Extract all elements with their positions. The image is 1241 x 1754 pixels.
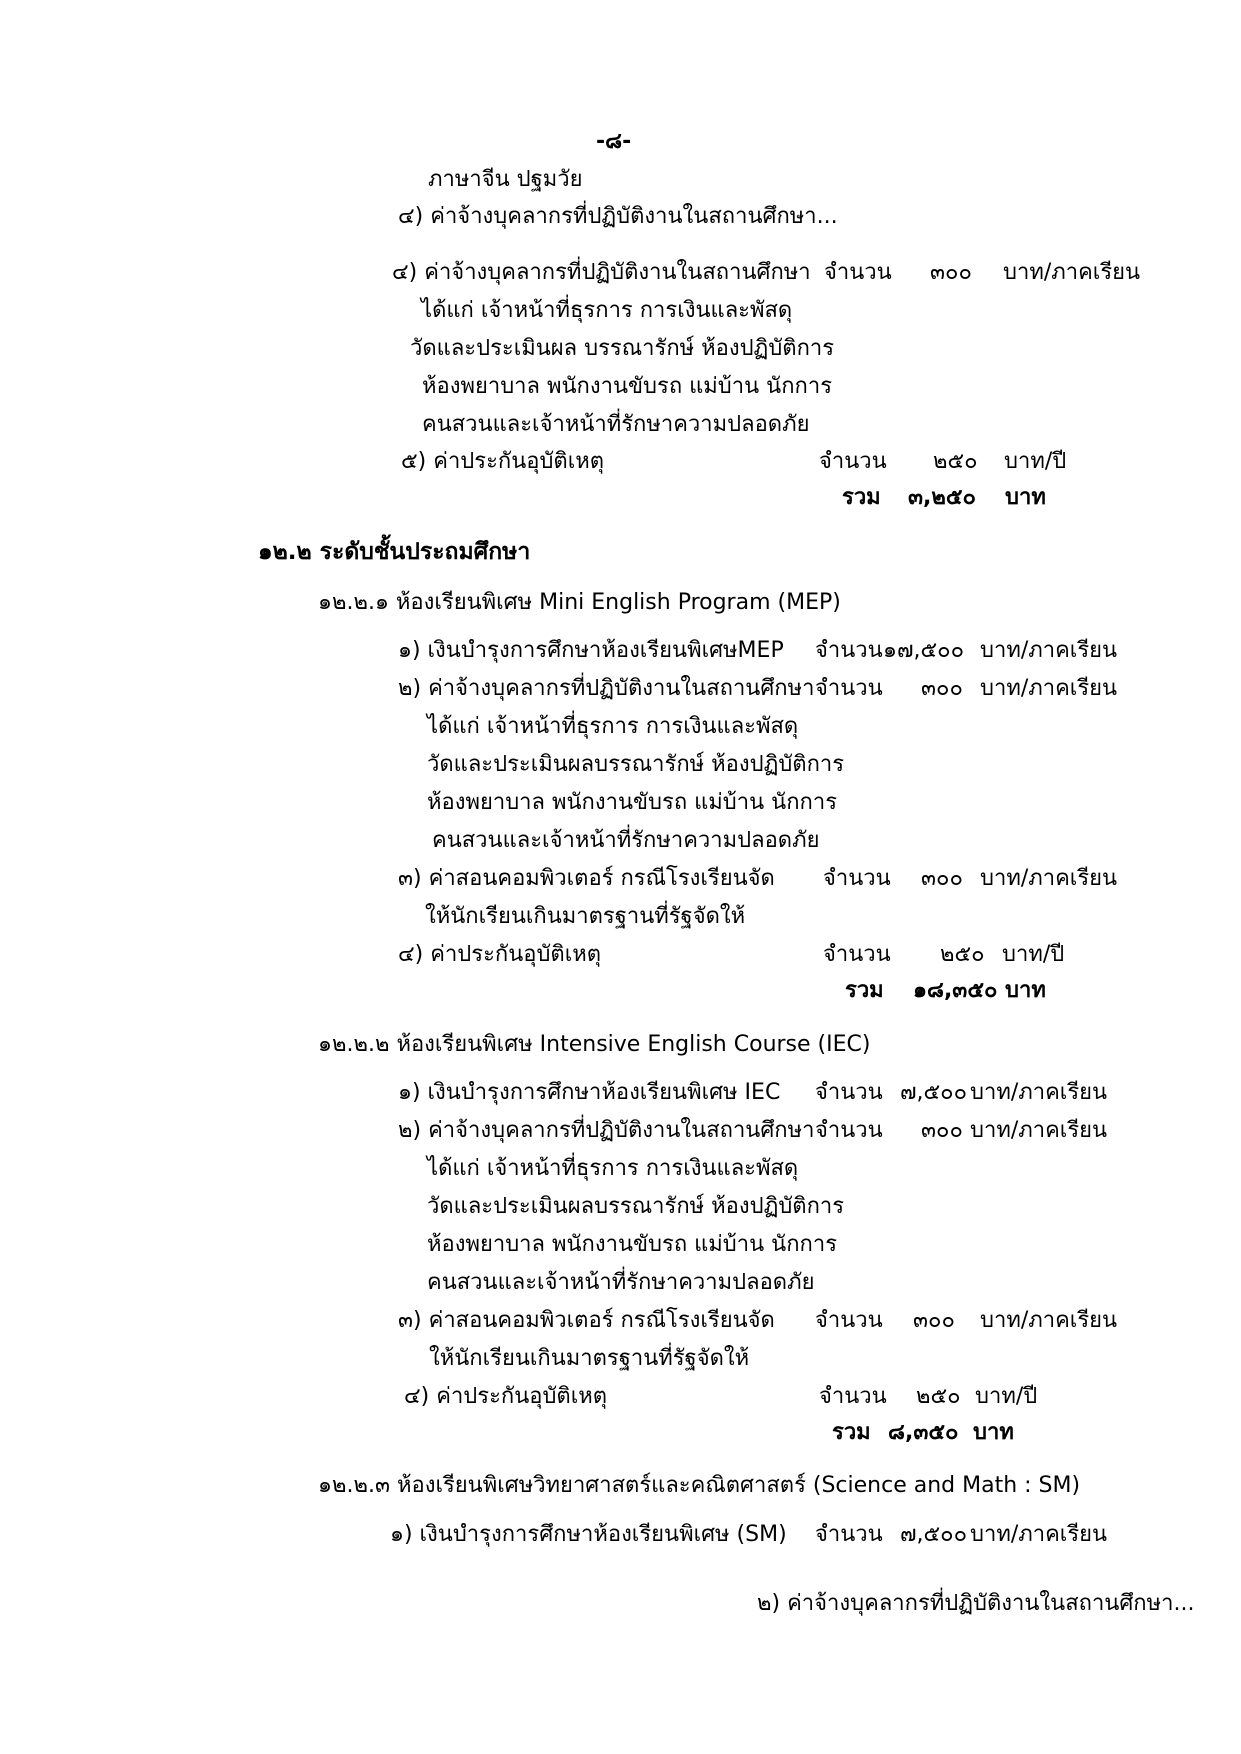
iec-item2-amount: ๓๐๐ [921, 1118, 963, 1143]
pre-item4-desc-4: คนสวนและเจ้าหน้าที่รักษาความปลอดภัย [422, 412, 810, 437]
mep-item2-desc-2: วัดและประเมินผลบรรณารักษ์ ห้องปฏิบัติการ [427, 752, 845, 777]
iec-item1-qty-label: จำนวน [815, 1080, 883, 1105]
mep-item3-unit: บาท/ภาคเรียน [980, 866, 1118, 891]
mep-total-label: รวม [845, 978, 884, 1003]
continued-line-2: ๔) ค่าจ้างบุคลากรที่ปฏิบัติงานในสถานศึกษา... [398, 204, 838, 229]
mep-item2-qty-label: จำนวน [815, 676, 883, 701]
iec-title: ๑๒.๒.๒ ห้องเรียนพิเศษ Intensive English Course (IEC) [318, 1032, 871, 1057]
iec-item4-qty-label: จำนวน [819, 1384, 887, 1409]
pre-item4-desc-3: ห้องพยาบาล พนักงานขับรถ แม่บ้าน นักการ [422, 374, 833, 399]
pre-total-amount: ๓,๒๕๐ [908, 485, 976, 510]
iec-total-label: รวม [832, 1420, 871, 1445]
iec-item1-unit: บาท/ภาคเรียน [970, 1080, 1108, 1105]
mep-total-unit: บาท [1005, 978, 1046, 1003]
iec-item3-unit: บาท/ภาคเรียน [980, 1308, 1118, 1333]
mep-item4-amount: ๒๕๐ [940, 942, 985, 967]
iec-item2-unit: บาท/ภาคเรียน [970, 1118, 1108, 1143]
mep-item1-label: ๑) เงินบำรุงการศึกษาห้องเรียนพิเศษMEP [398, 638, 784, 663]
iec-item3-desc: ให้นักเรียนเกินมาตรฐานที่รัฐจัดให้ [429, 1346, 750, 1371]
sm-item1-qty-label: จำนวน [815, 1522, 883, 1547]
mep-item2-label: ๒) ค่าจ้างบุคลากรที่ปฏิบัติงานในสถานศึกษา [398, 676, 815, 701]
pre-item4-qty-label: จำนวน [824, 260, 892, 285]
mep-item2-desc-4: คนสวนและเจ้าหน้าที่รักษาความปลอดภัย [432, 828, 820, 853]
iec-item4-amount: ๒๕๐ [916, 1384, 961, 1409]
mep-item3-label: ๓) ค่าสอนคอมพิวเตอร์ กรณีโรงเรียนจัด [398, 866, 775, 891]
mep-item4-unit: บาท/ปี [1002, 942, 1065, 967]
iec-item2-desc-3: ห้องพยาบาล พนักงานขับรถ แม่บ้าน นักการ [427, 1232, 838, 1257]
pre-total-unit: บาท [1005, 485, 1046, 510]
mep-item4-label: ๔) ค่าประกันอุบัติเหตุ [398, 942, 602, 967]
pre-item5-amount: ๒๕๐ [933, 449, 978, 474]
iec-item3-qty-label: จำนวน [815, 1308, 883, 1333]
sm-title: ๑๒.๒.๓ ห้องเรียนพิเศษวิทยาศาสตร์และคณิตศาสตร์ (Science and Math : SM) [318, 1473, 1081, 1498]
iec-item2-desc-1: ได้แก่ เจ้าหน้าที่ธุรการ การเงินและพัสดุ [427, 1156, 799, 1181]
pre-item4-unit: บาท/ภาคเรียน [1003, 260, 1141, 285]
sm-item1-amount: ๗,๕๐๐ [900, 1522, 968, 1547]
iec-total-amount: ๘,๓๕๐ [888, 1420, 959, 1445]
pre-item5-qty-label: จำนวน [819, 449, 887, 474]
mep-total-amount: ๑๘,๓๕๐ [913, 978, 998, 1003]
sm-item1-unit: บาท/ภาคเรียน [970, 1522, 1108, 1547]
iec-item4-label: ๔) ค่าประกันอุบัติเหตุ [404, 1384, 608, 1409]
mep-item2-desc-3: ห้องพยาบาล พนักงานขับรถ แม่บ้าน นักการ [427, 790, 838, 815]
pre-item4-desc-2: วัดและประเมินผล บรรณารักษ์ ห้องปฏิบัติการ [410, 336, 835, 361]
pre-total-label: รวม [842, 485, 881, 510]
mep-item2-amount: ๓๐๐ [921, 676, 963, 701]
pre-item4-label: ๔) ค่าจ้างบุคลากรที่ปฏิบัติงานในสถานศึกษา [392, 260, 811, 285]
mep-item3-qty-label: จำนวน [823, 866, 891, 891]
page-number: -๘- [596, 129, 632, 154]
pre-item4-desc-1: ได้แก่ เจ้าหน้าที่ธุรการ การเงินและพัสดุ [421, 298, 793, 323]
pre-item4-amount: ๓๐๐ [930, 260, 972, 285]
pre-item5-unit: บาท/ปี [1004, 449, 1067, 474]
sm-item1-label: ๑) เงินบำรุงการศึกษาห้องเรียนพิเศษ (SM) [390, 1522, 787, 1547]
mep-item1-amount: ๑๗,๕๐๐ [883, 638, 965, 663]
continued-line-1: ภาษาจีน ปฐมวัย [428, 167, 583, 192]
iec-item4-unit: บาท/ปี [975, 1384, 1038, 1409]
mep-item3-amount: ๓๐๐ [921, 866, 963, 891]
mep-item2-desc-1: ได้แก่ เจ้าหน้าที่ธุรการ การเงินและพัสดุ [427, 714, 799, 739]
mep-item2-unit: บาท/ภาคเรียน [980, 676, 1118, 701]
iec-item1-label: ๑) เงินบำรุงการศึกษาห้องเรียนพิเศษ IEC [398, 1080, 781, 1105]
section-heading: ๑๒.๒ ระดับชั้นประถมศึกษา [258, 539, 531, 565]
iec-item3-amount: ๓๐๐ [913, 1308, 955, 1333]
iec-total-unit: บาท [973, 1420, 1014, 1445]
mep-item3-desc: ให้นักเรียนเกินมาตรฐานที่รัฐจัดให้ [425, 904, 746, 929]
iec-item2-qty-label: จำนวน [815, 1118, 883, 1143]
mep-item1-unit: บาท/ภาคเรียน [980, 638, 1118, 663]
iec-item3-label: ๓) ค่าสอนคอมพิวเตอร์ กรณีโรงเรียนจัด [398, 1308, 775, 1333]
mep-item4-qty-label: จำนวน [823, 942, 891, 967]
pre-item5-label: ๕) ค่าประกันอุบัติเหตุ [401, 449, 605, 474]
footer-continued: ๒) ค่าจ้างบุคลากรที่ปฏิบัติงานในสถานศึกษา... [757, 1591, 1195, 1616]
iec-item2-label: ๒) ค่าจ้างบุคลากรที่ปฏิบัติงานในสถานศึกษา [398, 1118, 815, 1143]
iec-item2-desc-4: คนสวนและเจ้าหน้าที่รักษาความปลอดภัย [427, 1270, 815, 1295]
iec-item1-amount: ๗,๕๐๐ [900, 1080, 968, 1105]
mep-item1-qty-label: จำนวน [815, 638, 883, 663]
mep-title: ๑๒.๒.๑ ห้องเรียนพิเศษ Mini English Program (MEP) [318, 590, 841, 615]
iec-item2-desc-2: วัดและประเมินผลบรรณารักษ์ ห้องปฏิบัติการ [427, 1194, 845, 1219]
